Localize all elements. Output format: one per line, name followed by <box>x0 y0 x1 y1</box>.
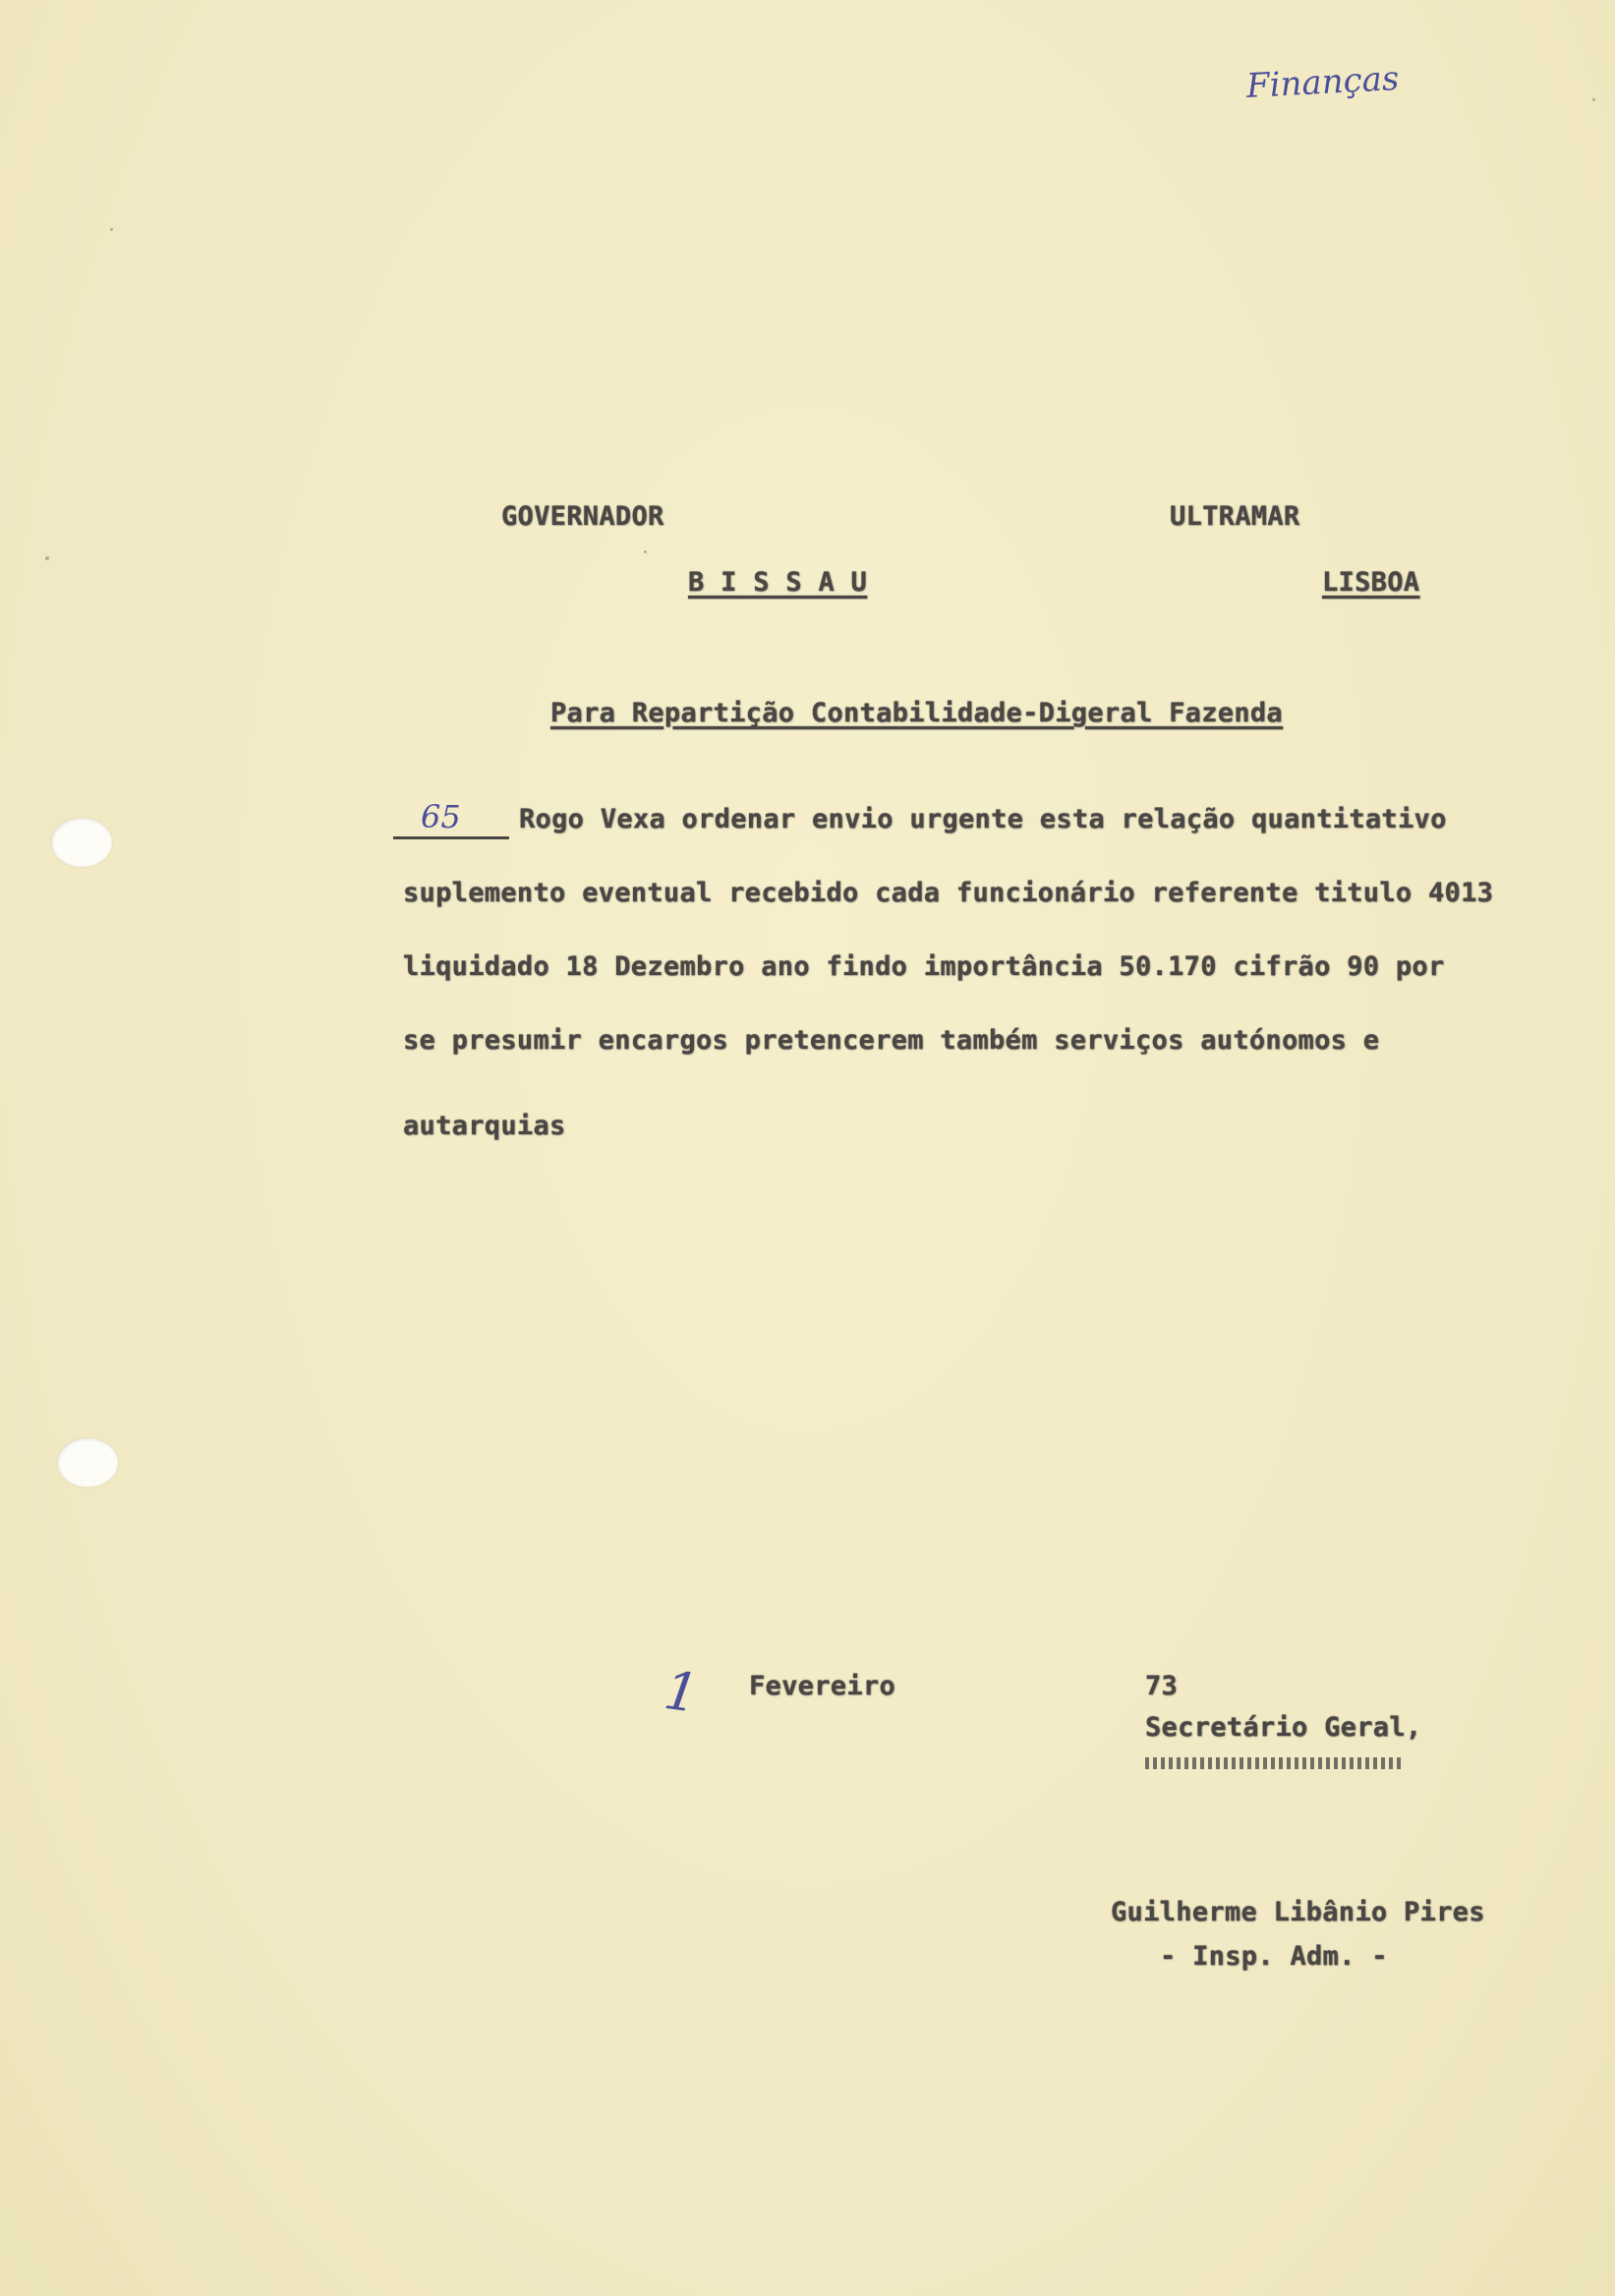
handwritten-reference-number: 65 <box>421 798 461 835</box>
reference-line <box>393 836 509 839</box>
punch-hole-top <box>51 818 112 867</box>
message-line-4: se presumir encargos pretencerem também serviços autónomos e <box>403 1025 1380 1056</box>
message-line-5: autarquias <box>403 1111 566 1141</box>
paper-speck <box>644 550 647 553</box>
signature-name: Guilherme Libânio Pires <box>1111 1897 1485 1927</box>
signature-role: - Insp. Adm. - <box>1160 1941 1388 1972</box>
message-line-3: liquidado 18 Dezembro ano findo importância 50.170 cifrão 90 por <box>403 951 1445 982</box>
struck-out-text <box>1145 1757 1403 1769</box>
handwritten-date-day: 1 <box>660 1658 703 1726</box>
punch-hole-bottom <box>57 1438 118 1487</box>
header-to-city: LISBOA <box>1322 567 1420 598</box>
signature-title: Secretário Geral, <box>1145 1712 1422 1743</box>
header-from-label: GOVERNADOR <box>501 501 664 532</box>
handwritten-annotation-financas: Finanças <box>1245 58 1401 107</box>
paper-speck <box>1592 98 1595 101</box>
message-line-1: Rogo Vexa ordenar envio urgente esta relação quantitativo <box>519 804 1447 834</box>
paper-speck <box>45 556 49 560</box>
date-month: Fevereiro <box>749 1671 895 1701</box>
paper-speck <box>110 228 113 231</box>
message-subject: Para Repartição Contabilidade-Digeral Fazenda <box>550 698 1283 728</box>
message-line-2: suplemento eventual recebido cada funcionário referente titulo 4013 <box>403 878 1494 908</box>
header-from-city: B I S S A U <box>688 567 868 598</box>
header-to-label: ULTRAMAR <box>1170 501 1300 532</box>
date-year: 73 <box>1145 1671 1179 1701</box>
